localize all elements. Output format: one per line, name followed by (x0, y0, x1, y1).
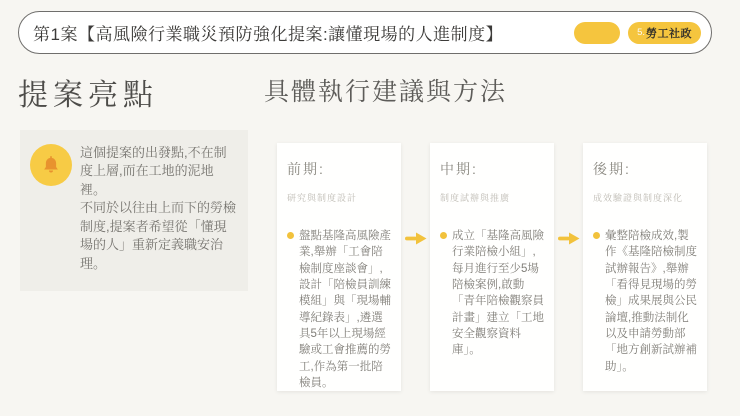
phase-card-title: 後期: (593, 161, 631, 177)
bullet-dot-icon (440, 232, 447, 239)
methods-heading: 具體執行建議與方法 (264, 78, 508, 106)
phase-card-subtitle: 制度試辦與推廣 (440, 193, 511, 203)
phase-card-late (583, 143, 707, 391)
phase-card-title: 前期: (287, 161, 325, 177)
phase-card-subtitle: 研究與制度設計 (287, 193, 358, 203)
category-badge-label: 勞工社政 (646, 27, 692, 40)
category-badge (628, 22, 701, 44)
phase-card-mid (430, 143, 554, 391)
phase-card-bullet (287, 228, 391, 391)
arrow-right-icon (558, 232, 580, 245)
highlight-paragraph-1: 這個提案的出發點,不在制度上層,而在工地的泥地裡。 (80, 145, 227, 197)
phase-card-bullet (440, 228, 544, 359)
bell-icon (30, 144, 72, 186)
phase-card-early (277, 143, 401, 391)
arrow-right-icon (405, 232, 427, 245)
phase-card-bullet-text: 彙整陪檢成效,製作《基隆陪檢制度試辦報告》,舉辦「看得見現場的勞檢」成果展與公民論壇,推動法制化以及申請勞動部「地方創新試辦補助」。 (605, 230, 697, 373)
yellow-pill-decoration (574, 22, 620, 44)
bullet-dot-icon (287, 232, 294, 239)
highlights-heading: 提案亮點 (18, 79, 158, 112)
phase-card-bullet (593, 228, 697, 375)
slide-title: 第1案【高風險行業職災預防強化提案:讓懂現場的人進制度】 (33, 25, 504, 44)
slide-header (18, 11, 712, 54)
flow-arrow (554, 143, 583, 391)
phase-card-bullet-text: 成立「基隆高風險行業陪檢小組」,每月進行至少5場陪檢案例,啟動「青年陪檢觀察員計畫」建立「工地安全觀察資料庫」。 (452, 230, 544, 357)
bullet-dot-icon (593, 232, 600, 239)
highlight-text (80, 144, 238, 273)
category-badge-number: 5. (637, 27, 645, 38)
highlight-box (20, 130, 248, 291)
highlight-paragraph-2: 不同於以往由上而下的勞檢制度,提案者希望從「懂現場的人」重新定義職安治理。 (80, 200, 237, 271)
phase-card-subtitle: 成效驗證與制度深化 (593, 193, 684, 203)
flow-arrow (401, 143, 430, 391)
phase-card-title: 中期: (440, 161, 478, 177)
phase-cards-row (277, 143, 707, 391)
phase-card-bullet-text: 盤點基隆高風險產業,舉辦「工會陪檢制度座談會」,設計「陪檢員訓練模組」與「現場輔導紀錄表」,遴選具5年以上現場經驗或工會推薦的勞工,作為第一批陪檢員。 (299, 230, 391, 389)
